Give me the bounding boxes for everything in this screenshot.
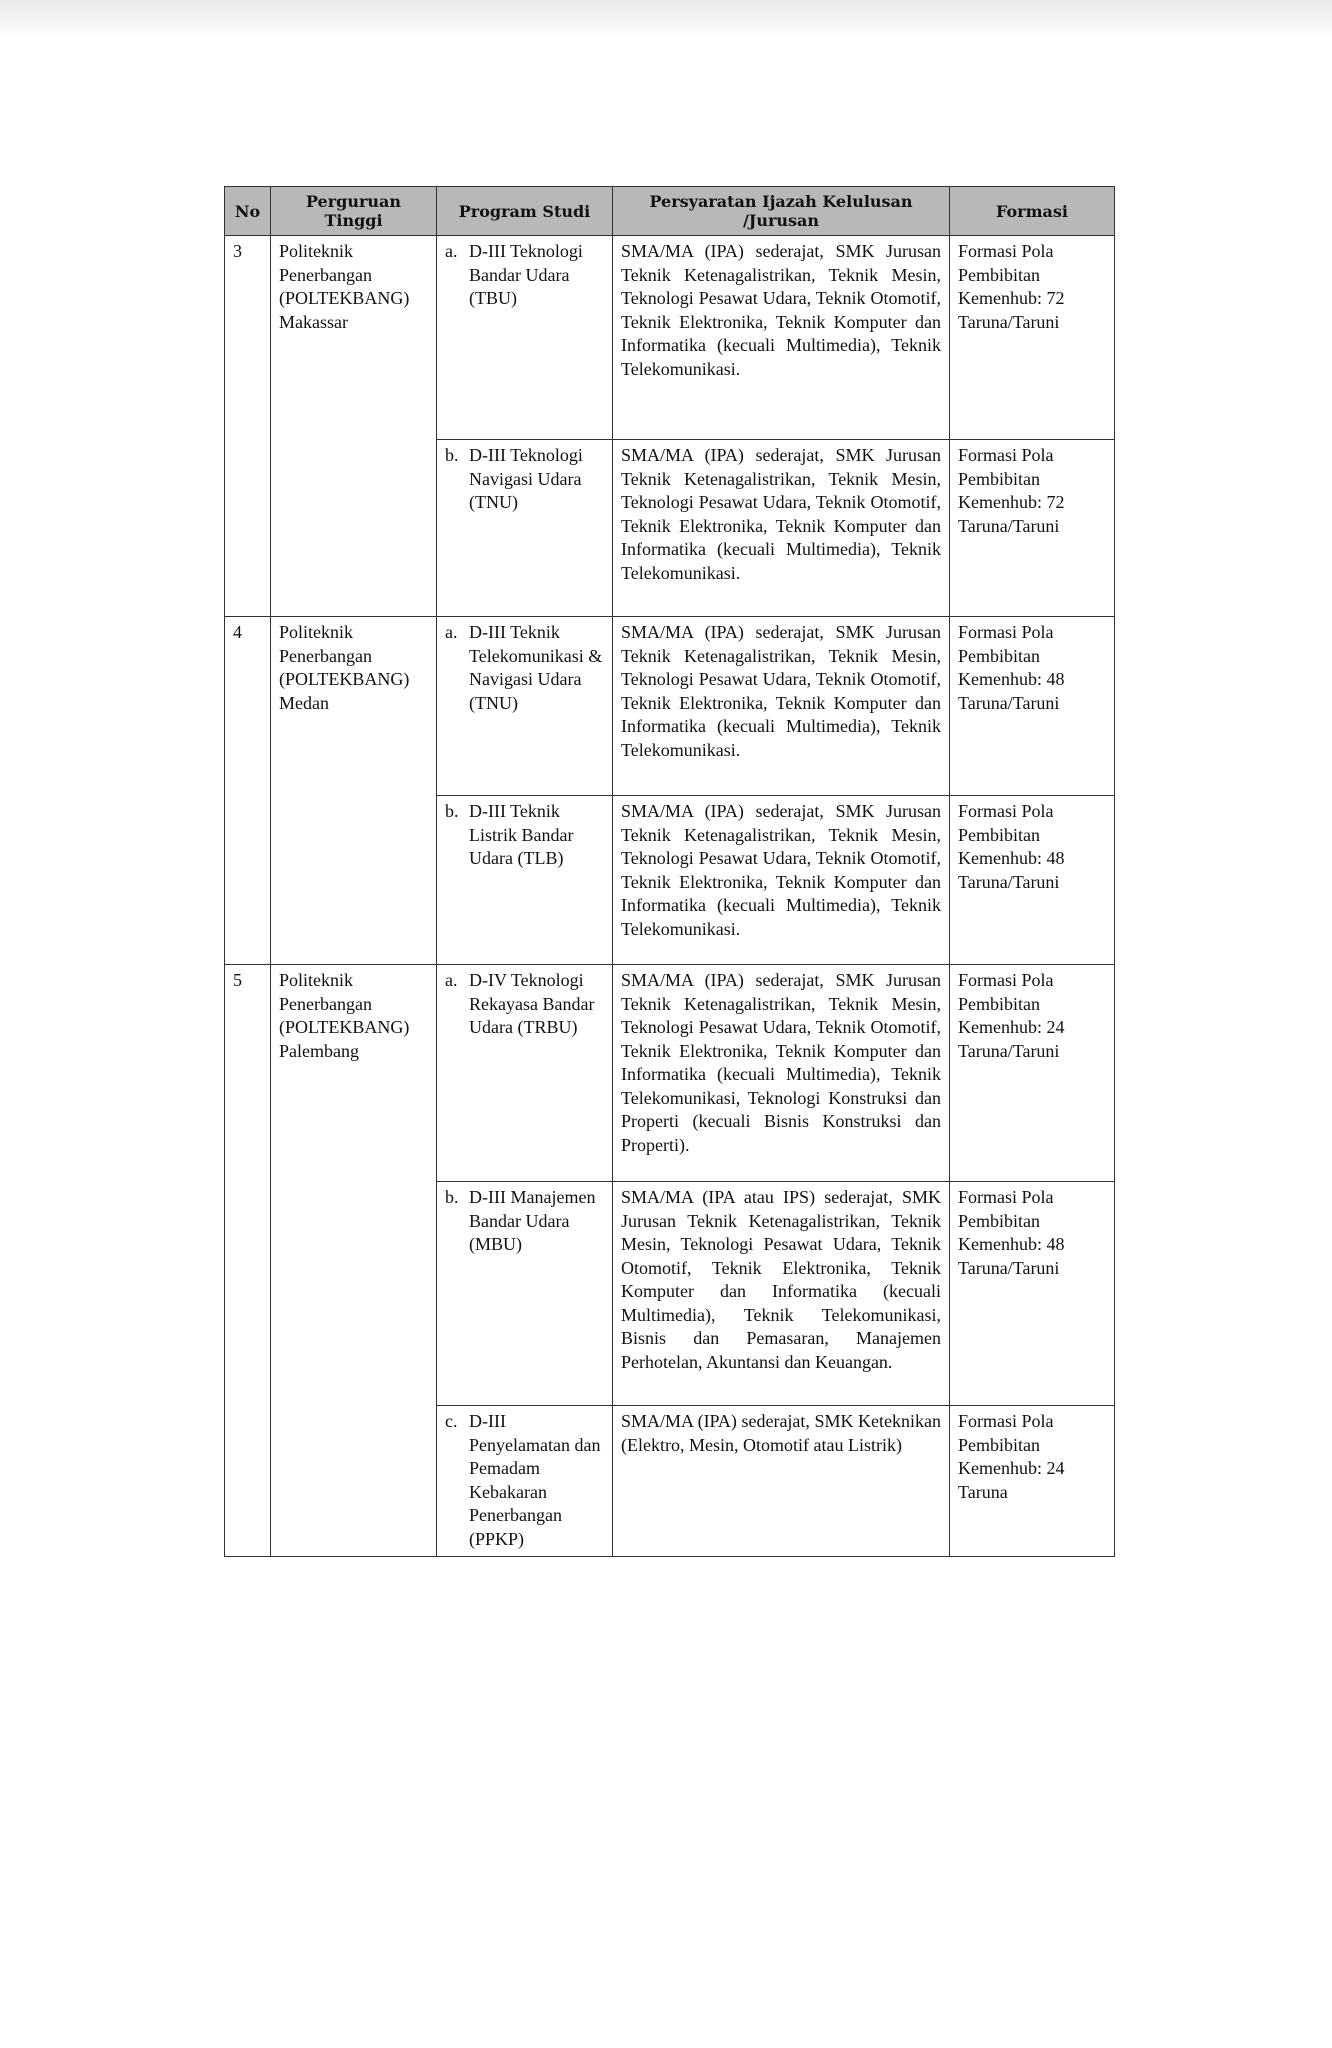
requirement-text: SMA/MA (IPA) sederajat, SMK Jurusan Teknik Ketenagalistrikan, Teknik Mesin, Teknologi Pesawat Udara, Teknik Otomotif, Teknik Elektronika, Teknik Komputer dan Informatika (kecuali Multimedia), Teknik Telekomunikasi. [613, 796, 950, 965]
row-number: 5 [225, 965, 271, 1557]
program-letter: c. [445, 1411, 458, 1431]
institution-name: Politeknik Penerbangan (POLTEKBANG) Palembang [271, 965, 437, 1557]
program-letter: a. [445, 622, 458, 642]
header-program-studi: Program Studi [437, 187, 613, 236]
header-row [225, 187, 1115, 236]
program-name: D-III Teknologi Navigasi Udara (TNU) [469, 445, 583, 512]
formasi-text: Formasi Pola Pembibitan Kemenhub: 48 Taruna/Taruni [950, 796, 1115, 965]
table-row [225, 965, 1115, 1182]
formasi-text: Formasi Pola Pembibitan Kemenhub: 48 Taruna/Taruni [950, 617, 1115, 796]
requirement-text: SMA/MA (IPA) sederajat, SMK Jurusan Teknik Ketenagalistrikan, Teknik Mesin, Teknologi Pesawat Udara, Teknik Otomotif, Teknik Elektronika, Teknik Komputer dan Informatika (kecuali Multimedia), Teknik Telekomunikasi. [613, 617, 950, 796]
formasi-text: Formasi Pola Pembibitan Kemenhub: 24 Taruna [950, 1406, 1115, 1557]
requirement-text: SMA/MA (IPA atau IPS) sederajat, SMK Jurusan Teknik Ketenagalistrikan, Teknik Mesin, Teknologi Pesawat Udara, Teknik Otomotif, Teknik Elektronika, Teknik Komputer dan Informatika (kecuali Multimedia), Teknik Telekomunikasi, Bisnis dan Pemasaran, Manajemen Perhotelan, Akuntansi dan Keuangan. [613, 1182, 950, 1406]
program-name: D-III Teknik Telekomunikasi & Navigasi Udara (TNU) [469, 622, 603, 713]
row-number: 3 [225, 236, 271, 617]
program-letter: a. [445, 241, 458, 261]
header-persyaratan: Persyaratan Ijazah Kelulusan /Jurusan [613, 187, 950, 236]
program-cell [437, 965, 613, 1182]
header-formasi: Formasi [950, 187, 1115, 236]
program-cell [437, 617, 613, 796]
scan-shade [0, 0, 1332, 40]
institution-name: Politeknik Penerbangan (POLTEKBANG) Makassar [271, 236, 437, 617]
institution-name: Politeknik Penerbangan (POLTEKBANG) Medan [271, 617, 437, 965]
requirement-text: SMA/MA (IPA) sederajat, SMK Jurusan Teknik Ketenagalistrikan, Teknik Mesin, Teknologi Pesawat Udara, Teknik Otomotif, Teknik Elektronika, Teknik Komputer dan Informatika (kecuali Multimedia), Teknik Telekomunikasi, Teknologi Konstruksi dan Properti (kecuali Bisnis Konstruksi dan Properti). [613, 965, 950, 1182]
program-cell [437, 796, 613, 965]
program-name: D-III Teknologi Bandar Udara (TBU) [469, 241, 583, 308]
program-letter: a. [445, 970, 458, 990]
formasi-text: Formasi Pola Pembibitan Kemenhub: 48 Taruna/Taruni [950, 1182, 1115, 1406]
program-name: D-III Penyelamatan dan Pemadam Kebakaran Penerbangan (PPKP) [469, 1411, 601, 1549]
header-perguruan-tinggi: Perguruan Tinggi [271, 187, 437, 236]
table-row [225, 236, 1115, 440]
table-row [225, 617, 1115, 796]
formasi-text: Formasi Pola Pembibitan Kemenhub: 72 Taruna/Taruni [950, 236, 1115, 440]
formasi-text: Formasi Pola Pembibitan Kemenhub: 24 Taruna/Taruni [950, 965, 1115, 1182]
formasi-text: Formasi Pola Pembibitan Kemenhub: 72 Taruna/Taruni [950, 440, 1115, 617]
requirement-text: SMA/MA (IPA) sederajat, SMK Jurusan Teknik Ketenagalistrikan, Teknik Mesin, Teknologi Pesawat Udara, Teknik Otomotif, Teknik Elektronika, Teknik Komputer dan Informatika (kecuali Multimedia), Teknik Telekomunikasi. [613, 440, 950, 617]
program-letter: b. [445, 801, 459, 821]
requirement-text: SMA/MA (IPA) sederajat, SMK Keteknikan (Elektro, Mesin, Otomotif atau Listrik) [613, 1406, 950, 1557]
program-name: D-IV Teknologi Rekayasa Bandar Udara (TRBU) [469, 970, 595, 1037]
header-no: No [225, 187, 271, 236]
program-name: D-III Manajemen Bandar Udara (MBU) [469, 1187, 596, 1254]
program-cell [437, 1182, 613, 1406]
program-name: D-III Teknik Listrik Bandar Udara (TLB) [469, 801, 574, 868]
program-cell [437, 236, 613, 440]
program-letter: b. [445, 445, 459, 465]
program-cell [437, 440, 613, 617]
requirement-text: SMA/MA (IPA) sederajat, SMK Jurusan Teknik Ketenagalistrikan, Teknik Mesin, Teknologi Pesawat Udara, Teknik Otomotif, Teknik Elektronika, Teknik Komputer dan Informatika (kecuali Multimedia), Teknik Telekomunikasi. [613, 236, 950, 440]
program-letter: b. [445, 1187, 459, 1207]
requirements-table [224, 186, 1115, 1557]
program-cell [437, 1406, 613, 1557]
row-number: 4 [225, 617, 271, 965]
